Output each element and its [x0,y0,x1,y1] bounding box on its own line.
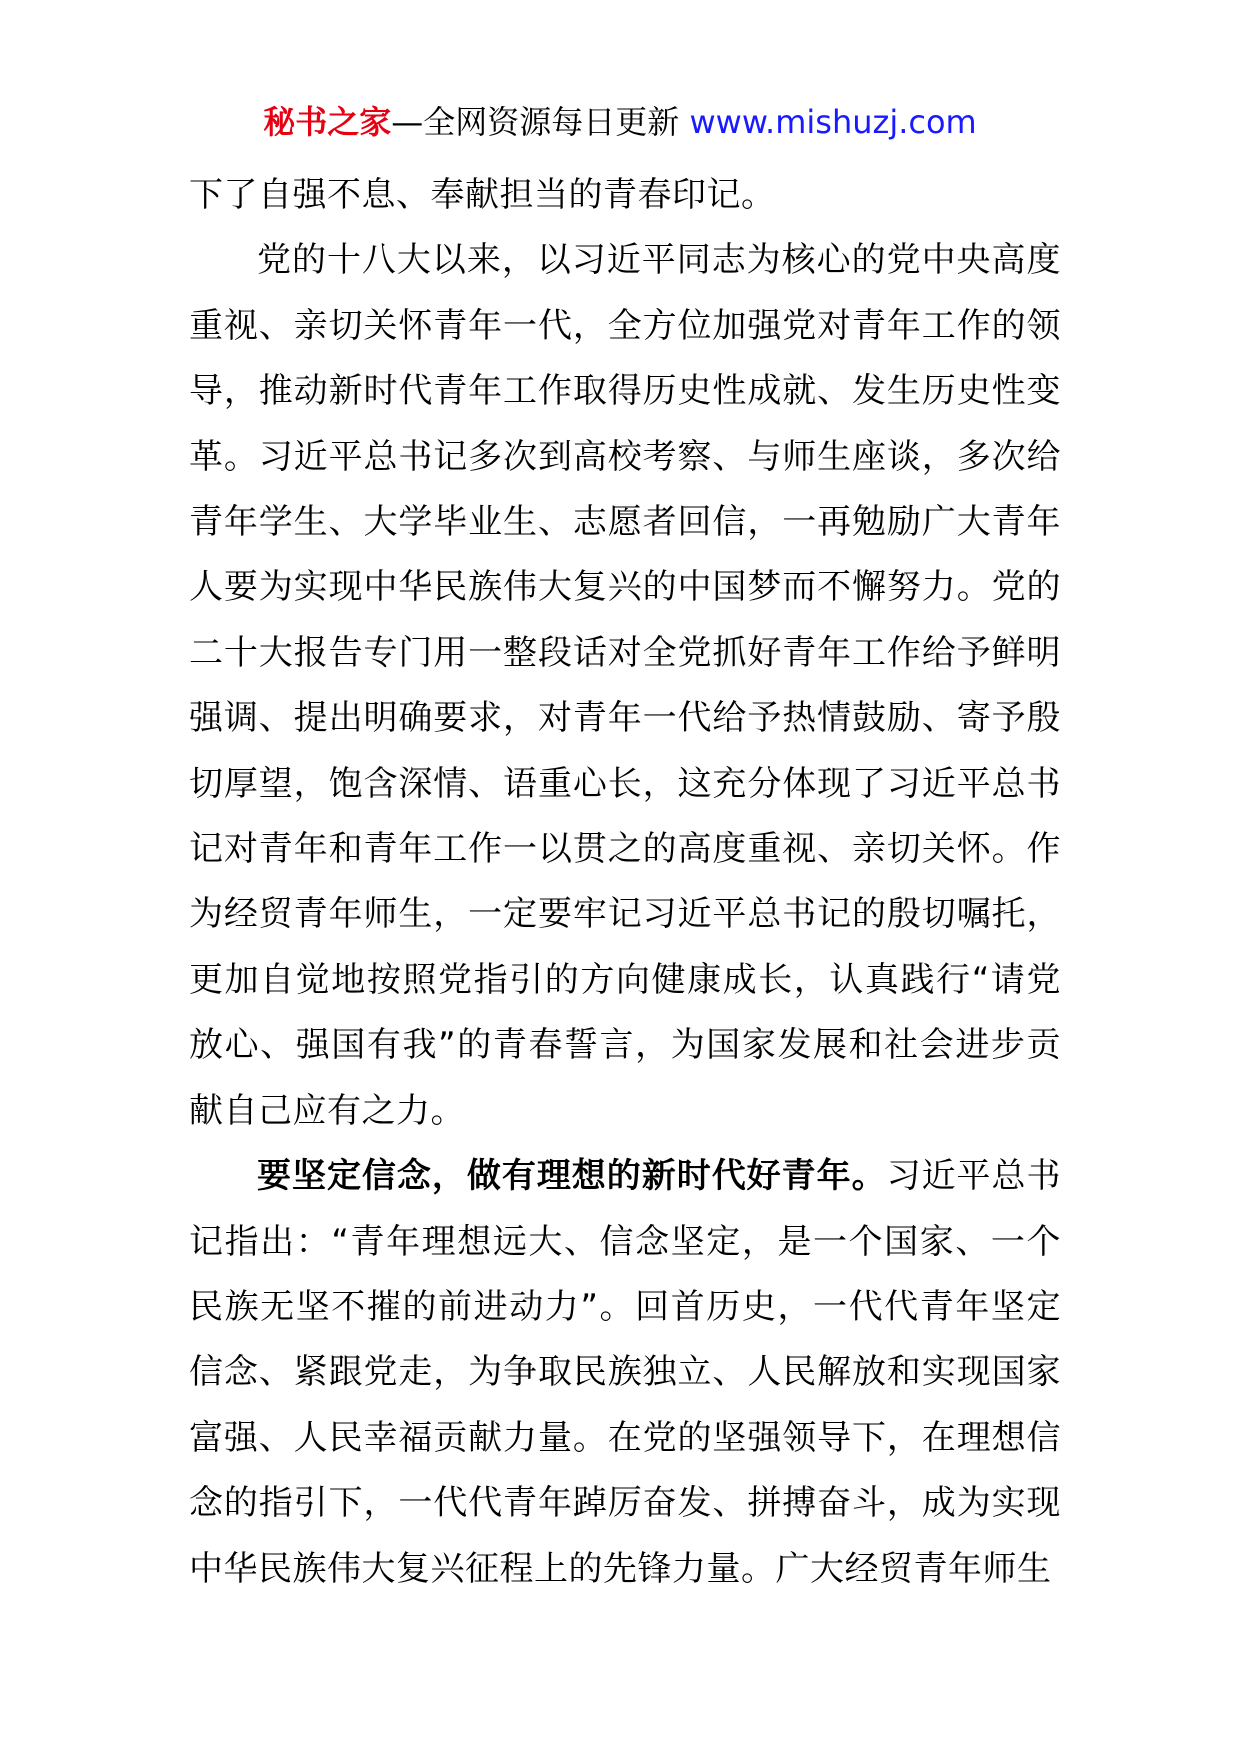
paragraph-2 [189,228,1061,1144]
paragraph-2-text: 党的十八大以来，以习近平同志为核心的党中央高度重视、亲切关怀青年一代，全方位加强党对青年工作的领导，推动新时代青年工作取得历史性成就、发生历史性变革。习近平总书记多次到高校考察、与师生座谈，多次给青年学生、大学毕业生、志愿者回信，一再勉励广大青年人要为实现中华民族伟大复兴的中国梦而不懈努力。党的二十大报告专门用一整段话对全党抓好青年工作给予鲜明强调、提出明确要求，对青年一代给予热情鼓励、寄予殷切厚望，饱含深情、语重心长，这充分体现了习近平总书记对青年和青年工作一以贯之的高度重视、亲切关怀。作为经贸青年师生，一定要牢记习近平总书记的殷切嘱托，更加自觉地按照党指引的方向健康成长，认真践行“请党放心、强国有我”的青春誓言，为国家发展和社会进步贡献自己应有之力。 [189,240,1061,1131]
paragraph-3 [189,1144,1061,1602]
header-tagline: —全网资源每日更新 [391,103,680,141]
document-body [189,163,1061,1602]
paragraph-1-text: 下了自强不息、奉献担当的青春印记。 [189,175,776,215]
paragraph-1 [189,163,1061,228]
paragraph-3-text: 习近平总书记指出：“青年理想远大、信念坚定，是一个国家、一个民族无坚不摧的前进动力”。回首历史，一代代青年坚定信念、紧跟党走，为争取民族独立、人民解放和实现国家富强、人民幸福贡献力量。在党的坚强领导下，在理想信念的指引下，一代代青年踔厉奋发、拼搏奋斗，成为实现中华民族伟大复兴征程上的先锋力量。广大经贸青年师生 [189,1156,1062,1589]
brand-name: 秘书之家 [263,103,392,141]
site-url-link[interactable]: www.mishuzj.com [689,103,977,141]
watermark-header [0,100,1240,144]
paragraph-3-lead: 要坚定信念，做有理想的新时代好青年。 [257,1156,887,1197]
